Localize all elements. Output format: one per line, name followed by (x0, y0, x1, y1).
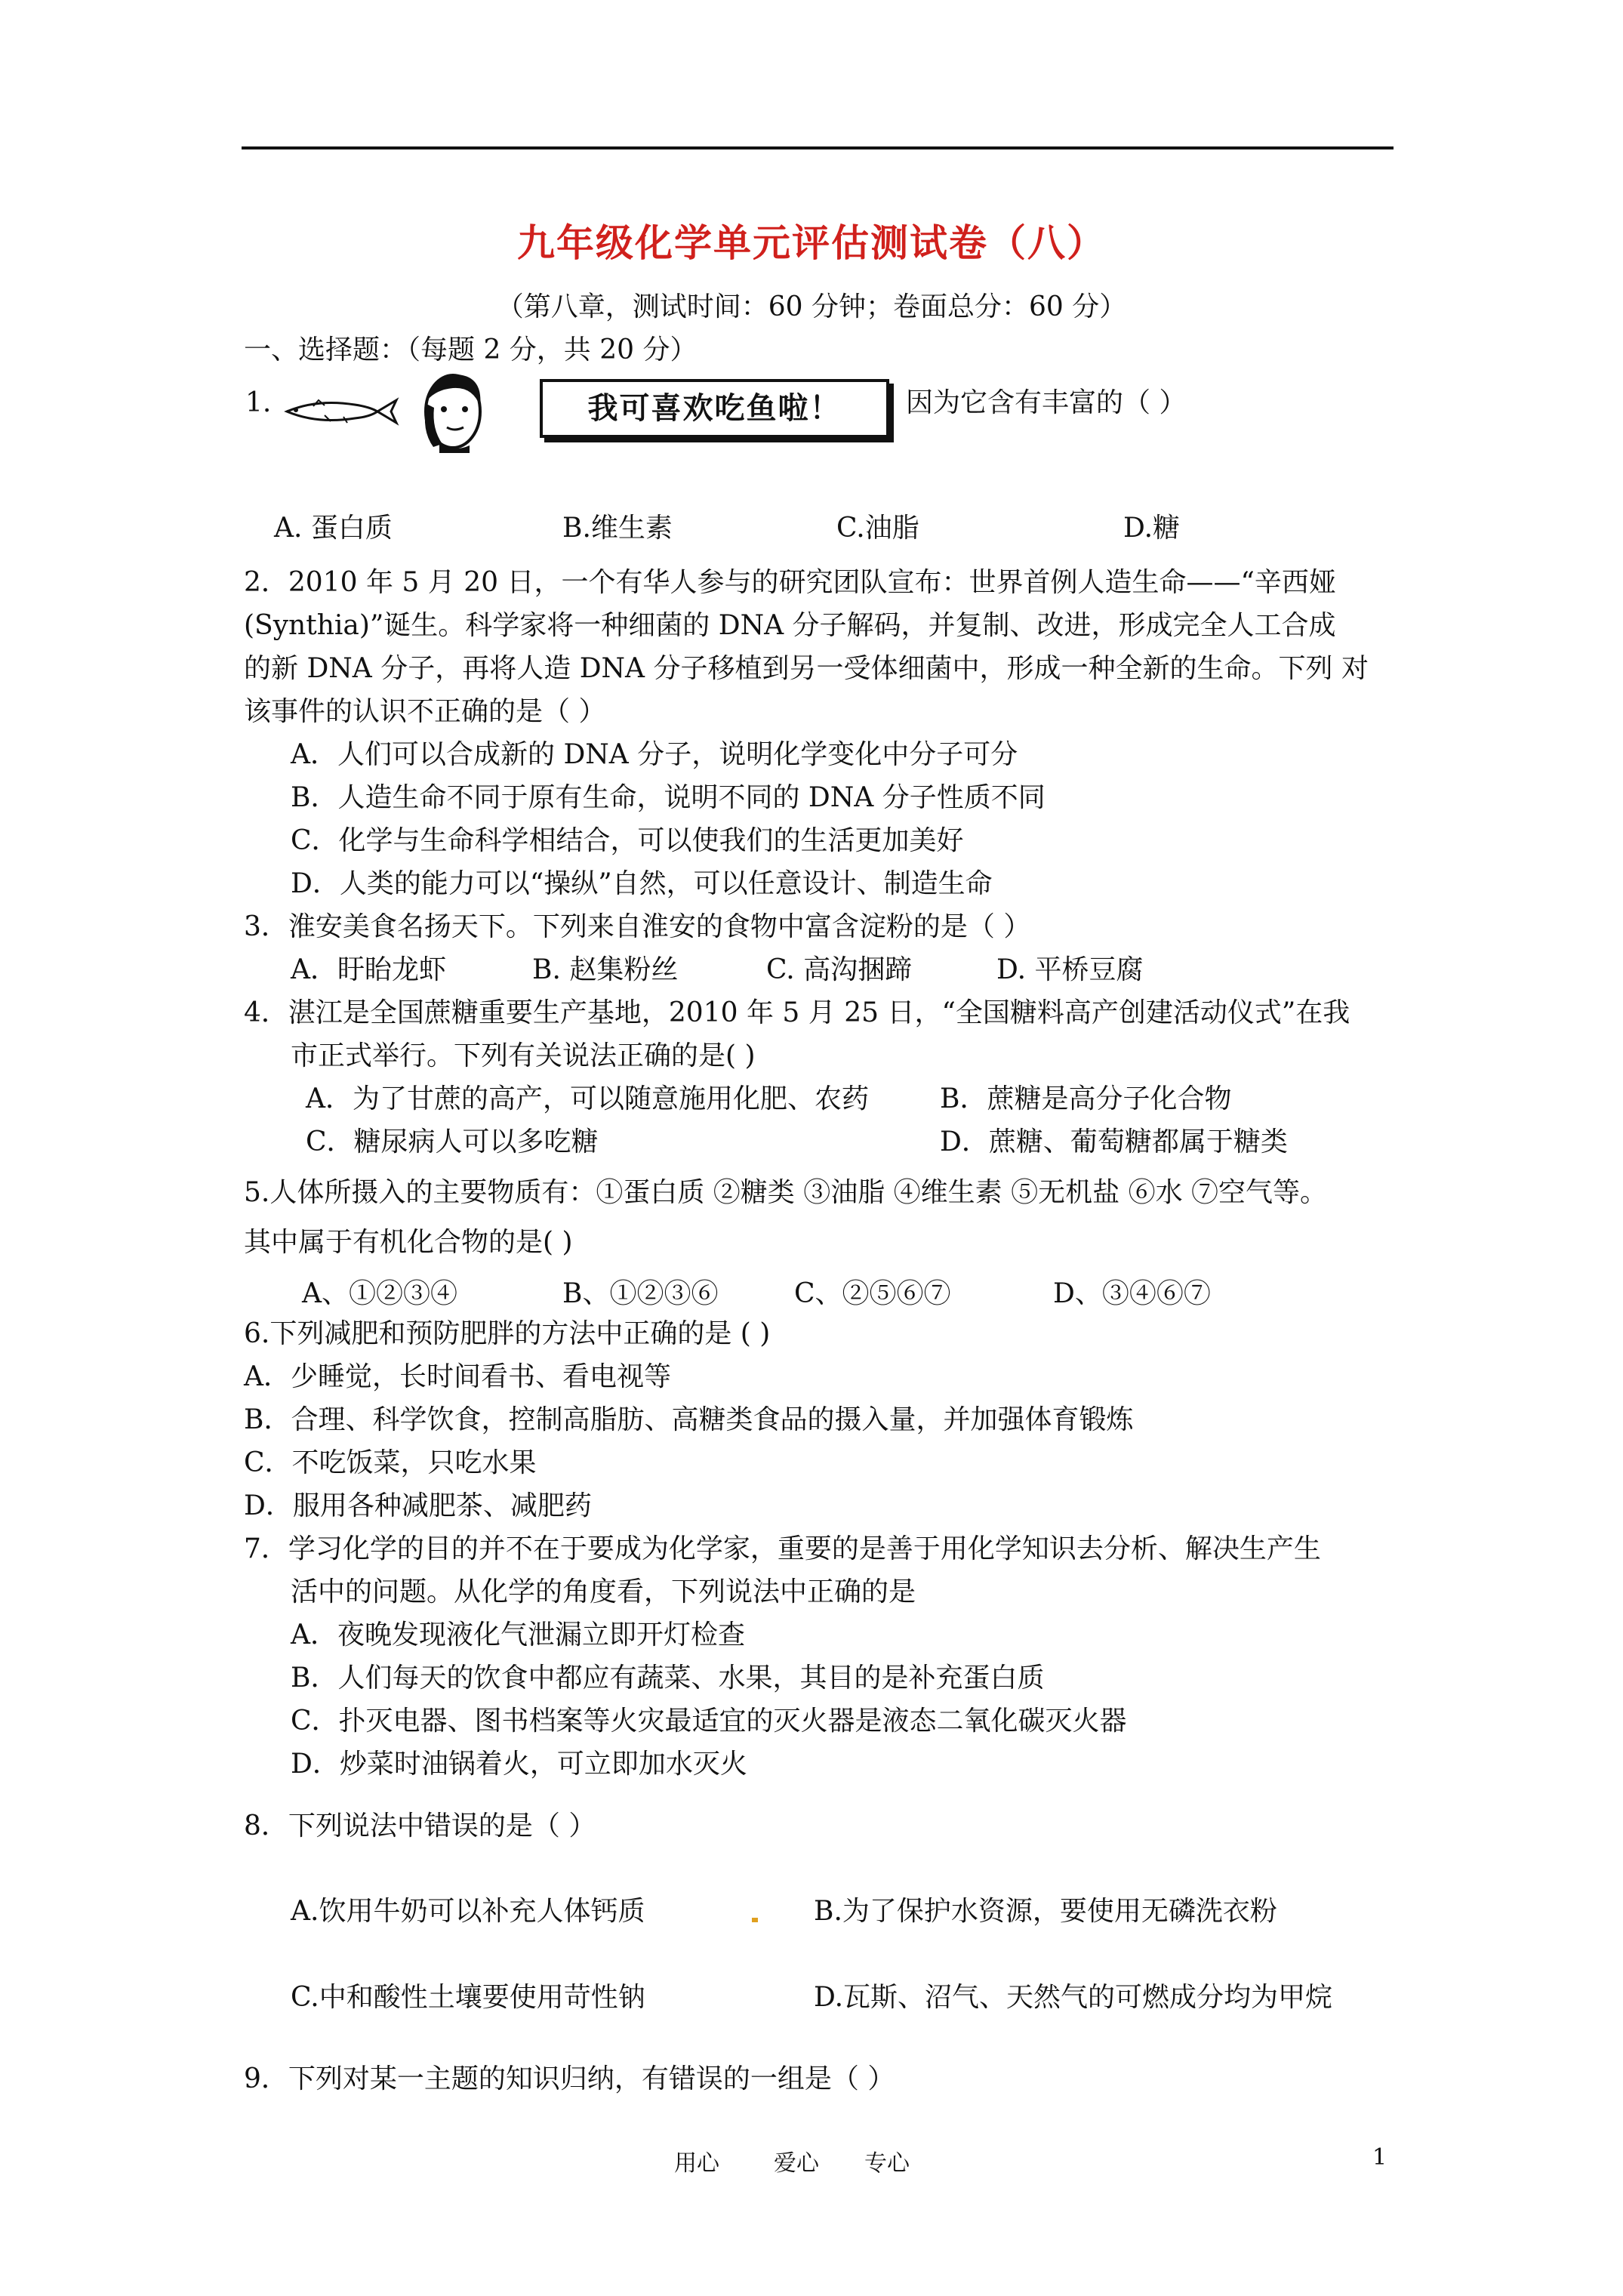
q2-line-4: 该事件的认识不正确的是（ ） (244, 696, 606, 727)
q5-option-c: C、②⑤⑥⑦ (794, 1278, 951, 1309)
q8-option-b: B.为了保护水资源，要使用无磷洗衣粉 (814, 1896, 1277, 1927)
q6-option-a: A．少睡觉，长时间看书、看电视等 (244, 1361, 671, 1392)
q4-option-c: C．糖尿病人可以多吃糖 (306, 1126, 599, 1157)
q3-option-b: B. 赵集粉丝 (532, 954, 679, 985)
q2-option-d: D．人类的能力可以“操纵”自然，可以任意设计、制造生命 (291, 868, 993, 899)
q4-line-1: 4．湛江是全国蔗糖重要生产基地，2010 年 5 月 25 日，“全国糖料高产创建活动仪式”在我 (244, 997, 1350, 1028)
q4-option-b: B．蔗糖是高分子化合物 (940, 1083, 1232, 1114)
q7-line-1: 7．学习化学的目的并不在于要成为化学家，重要的是善于用化学知识去分析、解决生产生 (244, 1533, 1321, 1564)
q7-line-2: 活中的问题。从化学的角度看，下列说法中正确的是 (291, 1576, 916, 1607)
page-subtitle: （第八章，测试时间：60 分钟；卷面总分：60 分） (496, 291, 1127, 322)
q5-option-d: D、③④⑥⑦ (1053, 1278, 1211, 1309)
q8-stem: 8．下列说法中错误的是（ ） (244, 1811, 596, 1841)
q1-stem: 因为它含有丰富的（ ） (906, 387, 1187, 418)
q8-option-a: A.饮用牛奶可以补充人体钙质 (291, 1896, 645, 1927)
q3-option-d: D. 平桥豆腐 (996, 954, 1144, 985)
q6-option-b: B．合理、科学饮食，控制高脂肪、高糖类食品的摄入量，并加强体育锻炼 (244, 1404, 1134, 1435)
stray-mark (752, 1918, 758, 1922)
q9-stem: 9．下列对某一主题的知识归纳，有错误的一组是（ ） (244, 2063, 895, 2094)
q5-line-1: 5.人体所摄入的主要物质有：①蛋白质 ②糖类 ③油脂 ④维生素 ⑤无机盐 ⑥水 ⑦空气等。 (244, 1177, 1328, 1208)
fish-and-person-illustration (272, 370, 536, 453)
q1-option-c: C.油脂 (836, 513, 919, 544)
q6-stem: 6.下列减肥和预防肥胖的方法中正确的是 ( ) (244, 1318, 771, 1349)
q2-option-c: C．化学与生命科学相结合，可以使我们的生活更加美好 (291, 825, 964, 856)
q7-option-d: D．炒菜时油锅着火，可立即加水灭火 (291, 1749, 747, 1780)
q3-option-c: C. 高沟捆蹄 (766, 954, 913, 985)
q1-option-a: A. 蛋白质 (274, 513, 393, 544)
person-icon (425, 374, 481, 453)
q2-line-1: 2．2010 年 5 月 20 日，一个有华人参与的研究团队宣布：世界首例人造生命——“辛西娅 (244, 567, 1336, 598)
q2-option-a: A．人们可以合成新的 DNA 分子，说明化学变化中分子可分 (291, 739, 1018, 770)
q5-option-b: B、①②③⑥ (562, 1278, 719, 1309)
q6-option-c: C．不吃饭菜，只吃水果 (244, 1447, 537, 1478)
q5-line-2: 其中属于有机化合物的是( ) (244, 1227, 573, 1258)
q4-option-d: D．蔗糖、葡萄糖都属于糖类 (940, 1126, 1288, 1157)
q7-option-c: C．扑灭电器、图书档案等火灾最适宜的灭火器是液态二氧化碳灭火器 (291, 1706, 1127, 1737)
q7-option-a: A．夜晚发现液化气泄漏立即开灯检查 (291, 1620, 745, 1650)
q8-option-c: C.中和酸性土壤要使用苛性钠 (291, 1982, 645, 2013)
page-number: 1 (1372, 2144, 1387, 2171)
section-heading: 一、选择题：（每题 2 分，共 20 分） (244, 334, 698, 365)
q5-option-a: A、①②③④ (302, 1278, 457, 1309)
page-title: 九年级化学单元评估测试卷（八） (517, 220, 1106, 265)
q2-line-2: (Synthia)”诞生。科学家将一种细菌的 DNA 分子解码，并复制、改进，形成完全人工合成 (244, 610, 1336, 641)
footer-item-3: 专心 (864, 2150, 910, 2177)
q3-option-a: A．盱眙龙虾 (291, 954, 446, 985)
q8-option-d: D.瓦斯、沼气、天然气的可燃成分均为甲烷 (814, 1982, 1333, 2013)
q6-option-d: D．服用各种减肥茶、减肥药 (244, 1490, 592, 1521)
speech-bubble: 我可喜欢吃鱼啦！ (540, 379, 889, 438)
footer-item-2: 爱心 (774, 2150, 819, 2177)
header-rule (242, 146, 1394, 149)
q4-line-2: 市正式举行。下列有关说法正确的是( ) (291, 1040, 756, 1071)
q1-option-b: B.维生素 (562, 513, 673, 544)
q2-option-b: B．人造生命不同于原有生命，说明不同的 DNA 分子性质不同 (291, 782, 1046, 813)
q2-line-3: 的新 DNA 分子，再将人造 DNA 分子移植到另一受体细菌中，形成一种全新的生命。下列 对 (244, 653, 1369, 684)
q4-option-a: A．为了甘蔗的高产，可以随意施用化肥、农药 (306, 1083, 869, 1114)
q3-stem: 3．淮安美食名扬天下。下列来自淮安的食物中富含淀粉的是（ ） (244, 911, 1031, 942)
q7-option-b: B．人们每天的饮食中都应有蔬菜、水果，其目的是补充蛋白质 (291, 1663, 1045, 1693)
q1-number: 1. (245, 387, 272, 418)
footer-item-1: 用心 (674, 2150, 719, 2177)
fish-icon (287, 400, 396, 423)
q1-option-d: D.糖 (1123, 513, 1181, 544)
